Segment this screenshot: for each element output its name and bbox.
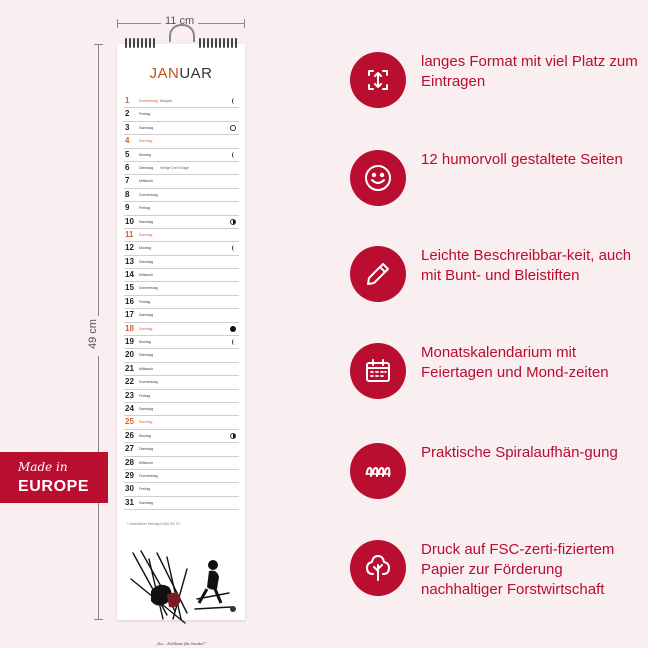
day-row (124, 229, 239, 242)
weekday-label: Mittwoch (139, 366, 154, 371)
day-number: 28 (125, 457, 134, 467)
feature-text: Monatskalendarium mit Feiertagen und Mond-zeiten (421, 344, 609, 381)
feature-text: Leichte Beschreibbar-keit, auch mit Bunt- und Bleistiften (421, 247, 632, 284)
moon-phase-icon (232, 98, 236, 104)
day-number: 9 (125, 203, 130, 213)
moon-phase-icon (230, 219, 236, 225)
weekday-label: Dienstag (139, 353, 154, 358)
weekday-label: Sonntag (139, 232, 153, 237)
spiral-coil (227, 38, 229, 48)
weekday-label: Samstag (139, 125, 154, 130)
day-list (124, 95, 239, 510)
day-row (124, 242, 239, 255)
made-in-europe-badge (0, 452, 108, 503)
weekday-label: Samstag (139, 313, 154, 318)
resize-vertical-icon (350, 52, 406, 108)
day-number: 13 (125, 256, 134, 266)
day-row (124, 108, 239, 121)
tree-icon (350, 540, 406, 596)
weekday-label: Donnerstag (139, 380, 158, 385)
weekday-label: Freitag (139, 112, 151, 117)
day-number: 22 (125, 377, 134, 387)
day-number: 24 (125, 403, 134, 413)
spiral-coil (129, 38, 131, 48)
feature-text: Praktische Spiralaufhän-gung (421, 444, 618, 461)
day-number: 1 (125, 96, 130, 105)
weekday-label: Donnerstag (139, 192, 158, 197)
weekday-label: Dienstag (139, 447, 154, 452)
wall-calendar (117, 44, 245, 646)
day-number: 25 (125, 417, 134, 427)
day-row (124, 390, 239, 403)
day-row (124, 349, 239, 362)
spiral-coil (133, 38, 135, 48)
publisher-logo-icon (230, 606, 236, 612)
day-row (124, 443, 239, 456)
day-number: 15 (125, 283, 134, 293)
dimension-tick (244, 19, 245, 28)
day-number: 21 (125, 363, 134, 373)
illustration-caption: „So – Schluss für heute!“ (155, 641, 207, 646)
day-number: 3 (125, 122, 130, 132)
day-number: 6 (125, 162, 130, 172)
day-row (124, 497, 239, 510)
weekday-label: Sonntag (139, 326, 153, 331)
holiday-footnote: * Gesetzlicher Feiertag in BW, BY, ST (127, 522, 181, 526)
day-row (124, 430, 239, 443)
weekday-label: Montag (139, 246, 151, 251)
weekday-label: Sonntag (139, 139, 153, 144)
day-row (124, 216, 239, 229)
day-number: 27 (125, 444, 134, 454)
day-number: 30 (125, 484, 134, 494)
day-row (124, 296, 239, 309)
weekday-label: Sonntag (139, 420, 153, 425)
dimension-tick (117, 19, 118, 28)
weekday-label: Mittwoch (139, 460, 154, 465)
spiral-coil (215, 38, 217, 48)
day-row (124, 457, 239, 470)
weekday-label: Freitag (139, 299, 151, 304)
skier-illustration (127, 549, 235, 627)
day-number: 4 (125, 136, 130, 146)
spiral-coil (223, 38, 225, 48)
day-number: 23 (125, 390, 134, 400)
day-row (124, 95, 239, 108)
day-row (124, 483, 239, 496)
badge-line-2: EUROPE (18, 478, 90, 495)
moon-phase-icon (232, 339, 236, 345)
spiral-coil (219, 38, 221, 48)
hanger-hook (169, 24, 195, 42)
day-note: Neujahr (160, 99, 172, 103)
spiral-coil (141, 38, 143, 48)
pencil-icon (350, 246, 406, 302)
day-number: 17 (125, 310, 134, 320)
day-row (124, 135, 239, 148)
day-row (124, 323, 239, 336)
day-number: 10 (125, 216, 134, 226)
weekday-label: Dienstag (139, 259, 154, 264)
day-row (124, 162, 239, 175)
spiral-coil (149, 38, 151, 48)
weekday-label: Freitag (139, 393, 151, 398)
weekday-label: Mittwoch (139, 179, 154, 184)
weekday-label: Samstag (139, 500, 154, 505)
day-number: 29 (125, 470, 134, 480)
day-number: 5 (125, 149, 130, 159)
weekday-label: Mittwoch (139, 273, 154, 278)
weekday-label: Samstag (139, 406, 154, 411)
day-row (124, 149, 239, 162)
day-number: 31 (125, 497, 134, 507)
moon-phase-icon (230, 326, 236, 332)
moon-phase-icon (230, 125, 236, 131)
day-row (124, 309, 239, 322)
day-number: 16 (125, 296, 134, 306)
day-number: 7 (125, 176, 130, 186)
width-label: 11 cm (161, 15, 198, 27)
weekday-label: Montag (139, 433, 151, 438)
month-title-rest: UAR (179, 65, 213, 82)
spiral-coil (199, 38, 201, 48)
day-row (124, 376, 239, 389)
moon-phase-icon (232, 152, 236, 158)
moon-phase-icon (232, 245, 236, 251)
spiral-coil (145, 38, 147, 48)
weekday-label: Freitag (139, 206, 151, 211)
day-row (124, 269, 239, 282)
weekday-label: Donnerstag (139, 286, 158, 291)
spiral-coil (235, 38, 237, 48)
feature-text: 12 humorvoll gestaltete Seiten (421, 151, 623, 168)
day-row (124, 256, 239, 269)
spiral-coil (203, 38, 205, 48)
weekday-label: Montag (139, 152, 151, 157)
height-label: 49 cm (86, 319, 99, 349)
spiral-binding (117, 38, 245, 52)
spiral-coil (153, 38, 155, 48)
day-row (124, 189, 239, 202)
weekday-label: Donnerstag (139, 473, 158, 478)
day-note: Heilige Drei Könige (160, 165, 190, 170)
day-row (124, 403, 239, 416)
dimension-tick (94, 44, 103, 45)
badge-line-1: Made in (18, 460, 68, 474)
day-number: 19 (125, 337, 134, 347)
day-row (124, 122, 239, 135)
day-row (124, 282, 239, 295)
spiral-coil (125, 38, 127, 48)
weekday-label: Montag (139, 340, 151, 345)
spiral-coil (211, 38, 213, 48)
feature-text: Druck auf FSC-zerti-fiziertem Papier zur Förderung nachhaltiger Forstwirtschaft (421, 541, 615, 598)
day-row (124, 470, 239, 483)
spiral-icon (350, 443, 406, 499)
day-number: 8 (125, 189, 130, 199)
day-row (124, 175, 239, 188)
weekday-label: Freitag (139, 487, 151, 492)
day-number: 2 (125, 109, 130, 119)
moon-phase-icon (230, 433, 236, 439)
dimension-tick (94, 619, 103, 620)
month-title (117, 65, 245, 82)
spiral-coil (231, 38, 233, 48)
height-dimension (86, 44, 104, 620)
day-row (124, 336, 239, 349)
day-number: 11 (125, 229, 134, 239)
spiral-coil (137, 38, 139, 48)
day-row (124, 416, 239, 429)
weekday-label: Donnerstag (139, 99, 158, 103)
weekday-label: Dienstag (139, 165, 154, 170)
day-number: 20 (125, 350, 134, 360)
feature-text: langes Format mit viel Platz zum Eintragen (421, 53, 638, 90)
calendar-icon (350, 343, 406, 399)
weekday-label: Samstag (139, 219, 154, 224)
day-number: 12 (125, 243, 134, 253)
day-row (124, 363, 239, 376)
smiley-icon (350, 150, 406, 206)
spiral-coil (207, 38, 209, 48)
day-number: 14 (125, 270, 134, 280)
month-title-accent: JAN (149, 65, 180, 82)
day-row (124, 202, 239, 215)
day-number: 26 (125, 430, 134, 440)
day-number: 18 (125, 323, 134, 333)
